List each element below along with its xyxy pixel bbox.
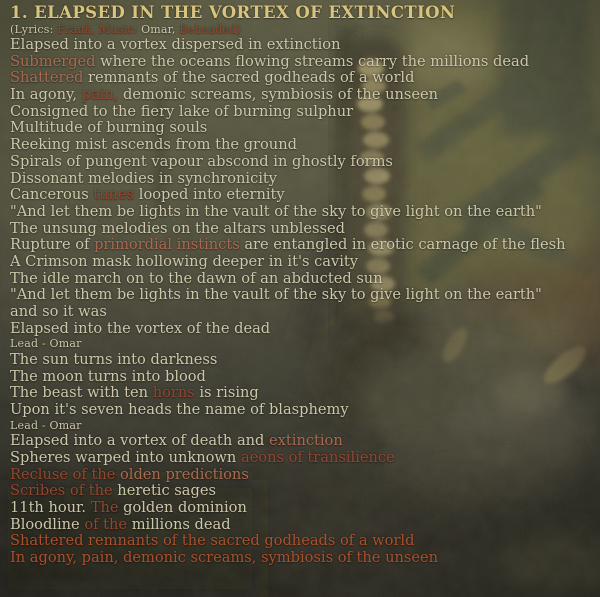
lyric-line: [10, 450, 594, 467]
lyric-segment: Cancerous: [10, 186, 94, 204]
credit-segment: Beheaded): [179, 23, 241, 36]
lyric-segment: Lead - Omar: [10, 337, 82, 351]
track-title: 1. ELAPSED IN THE VORTEX OF EXTINCTION: [10, 3, 456, 22]
lyric-line: [10, 402, 594, 419]
lyric-line: [10, 517, 594, 534]
lyric-line: [10, 533, 594, 550]
lyric-segment: The beast with ten: [10, 384, 153, 402]
lyric-segment: tunes: [93, 186, 135, 204]
lyric-segment: demonic screams, symbiosis of the unseen: [118, 86, 439, 104]
lyric-segment: Elapsed into a vortex of death and: [10, 432, 270, 450]
lyric-segment: Shattered remnants of the sacred godheads of a world: [10, 532, 415, 550]
lyric-line: [10, 171, 594, 188]
lyric-segment: heretic sages: [117, 482, 216, 500]
lyric-segment: primordial instincts: [94, 236, 240, 254]
lyric-segment: Spirals of pungent vapour abscond in ghostly forms: [10, 152, 393, 170]
lyric-segment: Dissonant melodies in synchronicity: [10, 169, 278, 187]
lyric-line: [10, 500, 594, 517]
lyric-segment: olden predictions: [120, 465, 249, 483]
lyric-line: [10, 54, 594, 71]
credit-segment: Omar,: [141, 23, 180, 36]
lyric-line: [10, 433, 594, 450]
lyric-line: [10, 321, 594, 338]
lead-credit-line: [10, 337, 594, 352]
lyric-line: [10, 187, 594, 204]
lyric-line: [10, 369, 594, 386]
lyric-segment: The idle march on to the dawn of an abducted sun: [10, 269, 383, 287]
lyric-segment: Submerged: [10, 52, 96, 70]
lyric-segment: "And let them be lights in the vault of the sky to give light on the earth": [10, 286, 542, 304]
lyrics-lines: [10, 37, 594, 567]
lyric-segment: Rupture of: [10, 236, 95, 254]
lyric-line: [10, 204, 594, 221]
lyric-segment: pain,: [81, 86, 119, 104]
lyric-line: [10, 287, 594, 304]
lyric-segment: of the: [84, 515, 132, 533]
lyric-line: [10, 87, 594, 104]
lyric-segment: Lead - Omar: [10, 418, 82, 432]
lyric-segment: horns: [152, 384, 195, 402]
lyric-line: [10, 137, 594, 154]
lyric-segment: aeons of transilience: [240, 449, 395, 466]
lyric-segment: where the oceans flowing streams carry the millions dead: [95, 52, 530, 70]
lyric-segment: Bloodline: [10, 515, 85, 533]
lyric-segment: A Crimson mask hollowing deeper in it's cavity: [10, 252, 358, 270]
lyric-line: [10, 237, 594, 254]
credit-segment: (Lyrics:: [10, 23, 58, 36]
lyric-line: [10, 154, 594, 171]
lyrics-block: [10, 3, 594, 567]
lyric-line: [10, 254, 594, 271]
lyric-line: [10, 120, 594, 137]
lyric-segment: Spheres warped into unknown: [10, 449, 241, 466]
lyric-segment: are entangled in erotic carnage of the flesh: [239, 236, 566, 254]
lyric-segment: The: [90, 499, 124, 517]
lyric-segment: Reeking mist ascends from the ground: [10, 136, 297, 154]
lyric-segment: Multitude of burning souls: [10, 119, 208, 137]
credit-segment: Frank,: [57, 23, 99, 36]
lyric-line: [10, 271, 594, 288]
lyric-line: [10, 352, 594, 369]
lyric-line: [10, 385, 594, 402]
lyric-line: [10, 304, 594, 321]
lyric-segment: is rising: [194, 384, 259, 402]
lyric-line: [10, 104, 594, 121]
lyric-segment: millions dead: [131, 515, 231, 533]
lyric-segment: golden dominion: [123, 499, 247, 517]
lyric-segment: 11th hour.: [10, 499, 91, 517]
lyric-segment: remnants of the sacred godheads of a world: [83, 69, 415, 87]
lyric-segment: Shattered: [10, 69, 84, 87]
lyric-segment: Elapsed into the vortex of the dead: [10, 319, 271, 337]
lyric-segment: looped into eternity: [134, 186, 285, 204]
lyric-line: [10, 467, 594, 484]
lyric-segment: Elapsed into a vortex dispersed in extinction: [10, 36, 341, 53]
lyric-segment: Recluse of the: [10, 465, 120, 483]
lyric-segment: The sun turns into darkness: [10, 350, 218, 368]
lyric-line: [10, 37, 594, 54]
lyric-segment: extinction: [269, 432, 343, 450]
lyric-segment: Consigned to the fiery lake of burning sulphur: [10, 102, 354, 120]
lyric-line: [10, 483, 594, 500]
lyric-segment: The unsung melodies on the altars unblessed: [10, 219, 345, 237]
lyric-segment: Scribes of the: [10, 482, 118, 500]
credit-segment: Music:: [98, 23, 142, 36]
credits-line: [10, 23, 594, 37]
lyric-line: [10, 221, 594, 238]
lyric-segment: In agony,: [10, 86, 82, 104]
lyric-segment: and so it was: [10, 303, 107, 320]
lyric-segment: "And let them be lights in the vault of the sky to give light on the earth": [10, 202, 542, 220]
lyric-segment: The moon turns into blood: [10, 367, 206, 385]
lyric-segment: In agony, pain, demonic screams, symbiosis of the unseen: [10, 549, 439, 567]
lyric-segment: Upon it's seven heads the name of blasphemy: [10, 401, 349, 419]
lyric-line: [10, 70, 594, 87]
lyric-line: [10, 550, 594, 567]
